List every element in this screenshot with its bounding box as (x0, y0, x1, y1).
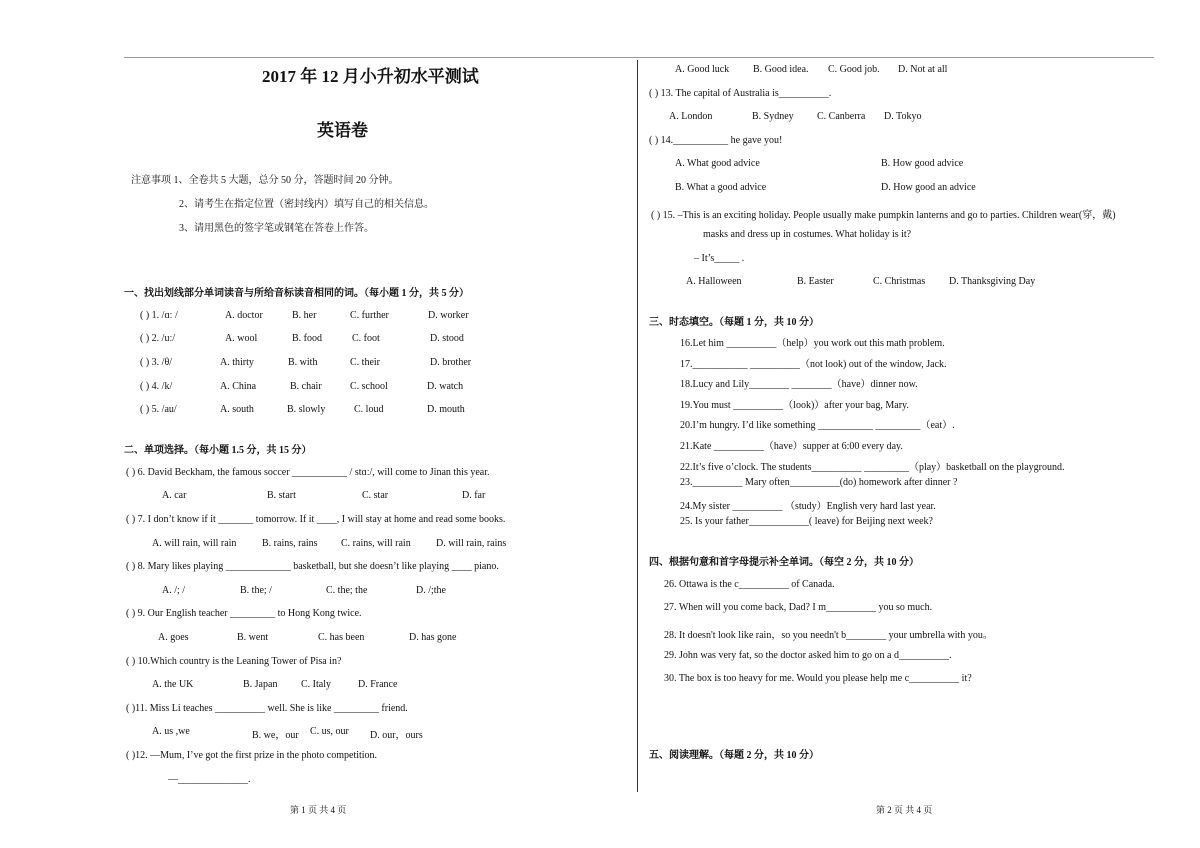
q12-option-c: C. Good job. (828, 64, 880, 75)
q14-stem: ( ) 14.___________ he gave you! (649, 135, 783, 146)
q4-option-b: B. chair (290, 381, 322, 392)
q3-option-b: B. with (288, 357, 318, 368)
q12-option-d: D. Not at all (898, 64, 948, 75)
q14-option-d: D. How good an advice (881, 182, 976, 193)
q10-option-a: A. the UK (152, 679, 194, 690)
q12-option-b: B. Good idea. (753, 64, 809, 75)
q5-option-a: A. south (220, 404, 254, 415)
q4-option-a: A. China (220, 381, 257, 392)
q17: 17.___________ __________（not look) out of the window, Jack. (680, 359, 947, 370)
note-2: 2、请考生在指定位置（密封线内）填写自己的相关信息。 (179, 199, 434, 210)
q14-option-a: A. What good advice (675, 158, 760, 169)
q2-stem: ( ) 2. /uː/ (140, 333, 175, 344)
q4-option-d: D. watch (427, 381, 464, 392)
q8-option-a: A. /; / (162, 585, 186, 596)
q2-option-c: C. foot (352, 333, 380, 344)
q3-option-a: A. thirty (220, 357, 254, 368)
q28: 28. It doesn't look like rain，so you needn't b________ your umbrella with you。 (664, 630, 993, 641)
q2-option-a: A. wool (225, 333, 258, 344)
q15-option-c: C. Christmas (873, 276, 926, 287)
q22: 22.It’s five o’clock. The students__________ _________（play）basketball on the playground. (680, 462, 1065, 473)
q13-stem: ( ) 13. The capital of Australia is__________. (649, 88, 832, 99)
q13-option-a: A. London (669, 111, 713, 122)
q15-stem: ( ) 15. –This is an exciting holiday. People usually make pumpkin lanterns and go to parties. Children wear(穿，戴) (651, 210, 1116, 221)
q3-option-c: C. their (350, 357, 380, 368)
section-3-heading: 三、时态填空。（每题 1 分，共 10 分） (649, 317, 819, 328)
q11-option-a: A. us ,we (152, 726, 190, 737)
q6-stem: ( ) 6. David Beckham, the famous soccer ___________ / stɑː/, will come to Jinan this year. (126, 467, 490, 478)
note-3: 3、请用黑色的签字笔或钢笔在答卷上作答。 (179, 223, 374, 234)
q8-stem: ( ) 8. Mary likes playing _____________ basketball, but she doesn’t like playing ____ piano. (126, 561, 499, 572)
note-1: 注意事项 1、全卷共 5 大题，总分 50 分，答题时间 20 分钟。 (131, 175, 399, 186)
q18: 18.Lucy and Lily________ ________（have）dinner now. (680, 379, 918, 390)
q5-stem: ( ) 5. /au/ (140, 404, 177, 415)
q4-stem: ( ) 4. /k/ (140, 381, 173, 392)
q13-option-d: D. Tokyo (884, 111, 922, 122)
q25: 25. Is your father____________( leave) for Beijing next week? (680, 516, 933, 527)
q11-option-b: B. we，our (252, 730, 299, 741)
q13-option-c: C. Canberra (817, 111, 866, 122)
section-1-heading: 一、找出划线部分单词读音与所给音标读音相同的词。（每小题 1 分，共 5 分） (124, 288, 469, 299)
q6-option-b: B. start (267, 490, 296, 501)
section-4-heading: 四、根据句意和首字母提示补全单词。（每空 2 分，共 10 分） (649, 557, 919, 568)
q12-answer-line: —______________. (168, 774, 251, 785)
q10-option-d: D. France (358, 679, 398, 690)
q29: 29. John was very fat, so the doctor asked him to go on a d__________. (664, 650, 952, 661)
q7-option-d: D. will rain, rains (436, 538, 507, 549)
footer-right: 第 2 页 共 4 页 (876, 805, 933, 815)
section-5-heading: 五、阅读理解。（每题 2 分，共 10 分） (649, 750, 819, 761)
q15-option-d: D. Thanksgiving Day (949, 276, 1036, 287)
q21: 21.Kate __________（have）supper at 6:00 every day. (680, 441, 903, 452)
q7-stem: ( ) 7. I don’t know if it _______ tomorrow. If it ____, I will stay at home and read some books. (126, 514, 506, 525)
q5-option-c: C. loud (354, 404, 384, 415)
q9-stem: ( ) 9. Our English teacher _________ to Hong Kong twice. (126, 608, 362, 619)
q16: 16.Let him __________（help）you work out this math problem. (680, 338, 945, 349)
q5-option-d: D. mouth (427, 404, 465, 415)
q7-option-b: B. rains, rains (262, 538, 318, 549)
q5-option-b: B. slowly (287, 404, 326, 415)
q15-stem-2: masks and dress up in costumes. What holiday is it? (703, 229, 912, 240)
q7-option-c: C. rains, will rain (341, 538, 411, 549)
q23: 23.__________ Mary often__________(do) homework after dinner ? (680, 477, 958, 488)
q1-stem: ( ) 1. /ɑː / (140, 310, 178, 321)
q9-option-b: B. went (237, 632, 269, 643)
q14-option-b: B. How good advice (881, 158, 964, 169)
q20: 20.I’m hungry. I’d like something ___________ _________（eat）. (680, 420, 955, 431)
q4-option-c: C. school (350, 381, 388, 392)
q9-option-a: A. goes (158, 632, 189, 643)
q10-option-c: C. Italy (301, 679, 331, 690)
q15-option-b: B. Easter (797, 276, 834, 287)
footer-left: 第 1 页 共 4 页 (290, 805, 347, 815)
q10-option-b: B. Japan (243, 679, 278, 690)
q15-option-a: A. Halloween (686, 276, 742, 287)
page-title: 2017 年 12 月小升初水平测试 (262, 67, 479, 86)
q19: 19.You must __________（look)）after your bag, Mary. (680, 400, 909, 411)
q26: 26. Ottawa is the c__________ of Canada. (664, 579, 835, 590)
q6-option-d: D. far (462, 490, 486, 501)
q1-option-c: C. further (350, 310, 389, 321)
section-2-heading: 二、单项选择。（每小题 1.5 分，共 15 分） (124, 445, 312, 456)
q10-stem: ( ) 10.Which country is the Leaning Tower of Pisa in? (126, 656, 342, 667)
q8-option-d: D. /;the (416, 585, 446, 596)
q12-option-a: A. Good luck (675, 64, 730, 75)
q3-stem: ( ) 3. /θ/ (140, 357, 173, 368)
q6-option-a: A. car (162, 490, 187, 501)
q3-option-d: D. brother (430, 357, 472, 368)
q7-option-a: A. will rain, will rain (152, 538, 237, 549)
q14-option-c: B. What a good advice (675, 182, 767, 193)
q12-stem: ( )12. —Mum, I’ve got the first prize in the photo competition. (126, 750, 378, 761)
q8-option-b: B. the; / (240, 585, 272, 596)
q27: 27. When will you come back, Dad? I m__________ you so much. (664, 602, 933, 613)
page-divider (637, 60, 638, 792)
q15-stem-3: – It’s_____ . (694, 253, 745, 264)
q24: 24.My sister __________ （study）English very hard last year. (680, 501, 936, 512)
q1-option-d: D. worker (428, 310, 469, 321)
q11-option-d: D. our，ours (370, 730, 423, 741)
q8-option-c: C. the; the (326, 585, 368, 596)
q1-option-b: B. her (292, 310, 317, 321)
q9-option-d: D. has gone (409, 632, 457, 643)
q6-option-c: C. star (362, 490, 389, 501)
q11-option-c: C. us, our (310, 726, 349, 737)
page-subtitle: 英语卷 (317, 121, 368, 140)
top-rule (124, 57, 1154, 58)
q2-option-d: D. stood (430, 333, 464, 344)
q11-stem: ( )11. Miss Li teaches __________ well. She is like _________ friend. (126, 703, 408, 714)
q13-option-b: B. Sydney (752, 111, 794, 122)
q2-option-b: B. food (292, 333, 322, 344)
q9-option-c: C. has been (318, 632, 365, 643)
q1-option-a: A. doctor (225, 310, 263, 321)
q30: 30. The box is too heavy for me. Would you please help me c__________ it? (664, 673, 972, 684)
